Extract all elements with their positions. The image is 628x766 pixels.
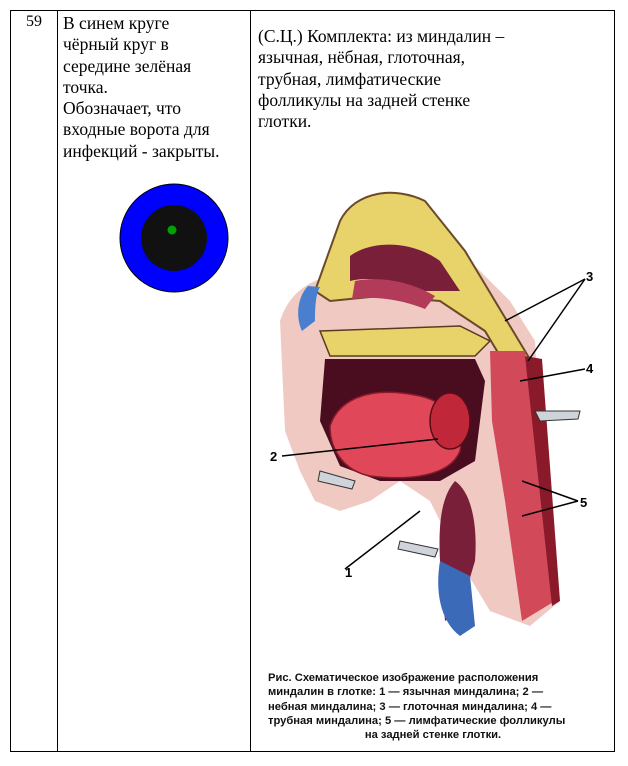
symbol-meaning: Обозначает, что входные ворота для инфекций - закрыты. (63, 98, 220, 161)
palatine-tonsil-shape (430, 393, 470, 449)
caption-line: на задней стенке глотки. (364, 729, 502, 742)
label-1: 1 (345, 565, 353, 580)
label-5: 5 (580, 495, 588, 510)
label-3: 3 (586, 269, 594, 284)
figure-caption (268, 671, 598, 742)
symbol-cell (57, 11, 250, 751)
caption-line: небная миндалина; 3 — глоточная миндалина; 4 — (268, 700, 552, 713)
row-number: 59 (26, 13, 42, 30)
retractor-instrument (535, 411, 580, 421)
caption-line: миндалин в глотке: 1 — язычная миндалина; 2 — (268, 686, 544, 699)
caption-line: Рис. Схематическое изображение расположения (268, 672, 539, 684)
symbol-description: В синем круге чёрный круг в середине зелёная точка. (63, 13, 192, 97)
blue-circle-symbol-icon (119, 183, 229, 293)
inner-black-circle (141, 205, 207, 271)
caption-line: трубная миндалина; 5 — лимфатические фолликулы (268, 714, 566, 727)
label-2: 2 (270, 449, 278, 464)
table-row-59 (10, 10, 615, 752)
tonsils-cell (250, 11, 616, 751)
pharynx-figure (260, 181, 605, 751)
pharynx-anatomy-illustration (260, 181, 605, 671)
row-number-cell (11, 11, 57, 751)
tonsils-text: (С.Ц.) Комплекта: из миндалин – язычная, нёбная, глоточная, трубная, лимфатические фолликулы на задней стенке глотки. (258, 26, 505, 132)
green-dot (168, 226, 177, 235)
label-4: 4 (586, 361, 594, 376)
hard-palate-shape (320, 326, 490, 356)
